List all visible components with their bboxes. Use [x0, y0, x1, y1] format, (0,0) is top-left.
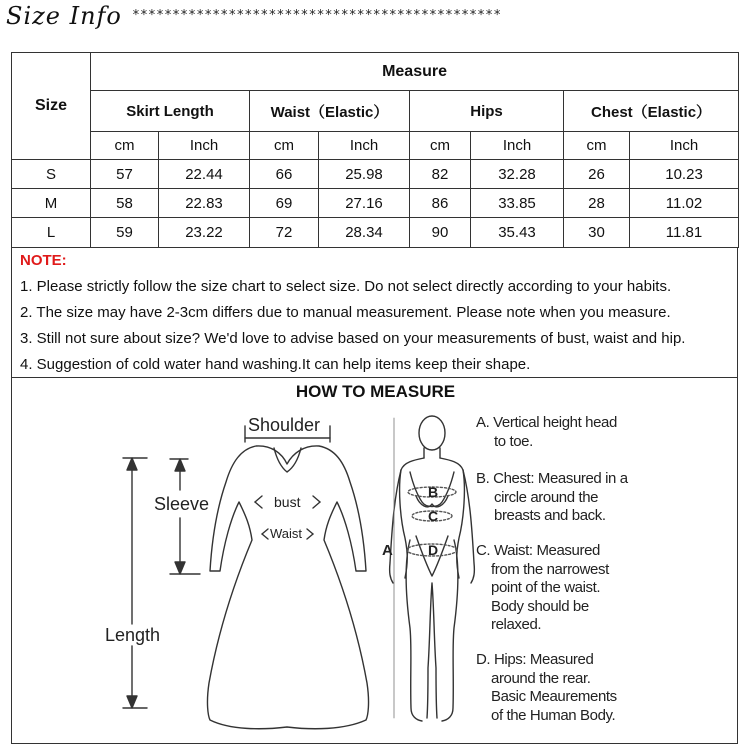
table-cell: 90 [410, 218, 471, 248]
annotation-hips: D. Hips: Measured around the rear. Basic Meaurements of the Human Body. [476, 651, 617, 724]
body-letter-a: A [382, 542, 393, 559]
sleeve-label: Sleeve [154, 494, 210, 514]
table-cell: 11.81 [630, 218, 739, 248]
unit-header: cm [564, 132, 630, 160]
dress-outline [207, 446, 368, 729]
size-cell: S [12, 160, 91, 189]
unit-header: cm [91, 132, 159, 160]
table-row [12, 218, 739, 248]
table-cell: 69 [250, 189, 319, 218]
table-cell: 72 [250, 218, 319, 248]
table-cell: 86 [410, 189, 471, 218]
table-cell: 30 [564, 218, 630, 248]
size-cell: M [12, 189, 91, 218]
table-cell: 26 [564, 160, 630, 189]
table-cell: 28.34 [319, 218, 410, 248]
unit-header: Inch [630, 132, 739, 160]
table-cell: 33.85 [471, 189, 564, 218]
group-header-skirt-length: Skirt Length [91, 91, 250, 132]
size-table [11, 52, 739, 248]
unit-header: Inch [471, 132, 564, 160]
body-figure [390, 416, 475, 721]
length-arrow-icon [123, 458, 147, 708]
group-header-waist: Waist（Elastic） [250, 91, 410, 132]
size-header: Size [12, 53, 91, 160]
star-divider: ********************************************** [132, 8, 502, 23]
note-line: 3. Still not sure about size? We'd love to advise based on your measurements of bust, waist and hip. [20, 330, 686, 347]
table-cell: 23.22 [159, 218, 250, 248]
table-cell: 25.98 [319, 160, 410, 189]
size-cell: L [12, 218, 91, 248]
table-cell: 32.28 [471, 160, 564, 189]
body-letter-b: B [428, 484, 439, 500]
note-line: 2. The size may have 2-3cm differs due to manual measurement. Please note when you measure. [20, 304, 671, 321]
group-header-chest: Chest（Elastic） [564, 91, 739, 132]
annotation-chest: B. Chest: Measured in a circle around the breasts and back. [476, 470, 628, 524]
table-cell: 27.16 [319, 189, 410, 218]
unit-header: Inch [159, 132, 250, 160]
bust-label: bust [274, 494, 301, 510]
table-cell: 82 [410, 160, 471, 189]
table-cell: 58 [91, 189, 159, 218]
notes-section [11, 247, 738, 378]
unit-header: cm [250, 132, 319, 160]
table-cell: 35.43 [471, 218, 564, 248]
length-label: Length [105, 625, 161, 645]
table-cell: 22.83 [159, 189, 250, 218]
body-letter-d: D [428, 542, 439, 558]
table-cell: 22.44 [159, 160, 250, 189]
body-letter-c: C [428, 508, 439, 524]
annotation-height: A. Vertical height head to toe. [476, 414, 617, 450]
measure-header: Measure [91, 53, 739, 91]
how-to-measure-section [11, 378, 738, 744]
note-title: NOTE: [20, 252, 67, 269]
how-to-measure-title: HOW TO MEASURE [295, 382, 456, 401]
table-cell: 11.02 [630, 189, 739, 218]
sleeve-arrow-icon [170, 459, 200, 574]
table-cell: 57 [91, 160, 159, 189]
group-header-hips: Hips [410, 91, 564, 132]
unit-header: Inch [319, 132, 410, 160]
table-cell: 10.23 [630, 160, 739, 189]
table-cell: 66 [250, 160, 319, 189]
page-header [0, 0, 750, 40]
annotation-waist: C. Waist: Measured from the narrowest point of the waist. Body should be relaxed. [476, 542, 609, 633]
measurement-illustration [12, 378, 737, 742]
unit-header: cm [410, 132, 471, 160]
note-line: 4. Suggestion of cold water hand washing.It can help items keep their shape. [20, 356, 531, 373]
brand-title: Size Info [6, 2, 122, 30]
shoulder-label: Shoulder [248, 415, 321, 435]
waist-label: Waist [270, 526, 303, 541]
table-row [12, 189, 739, 218]
table-row [12, 160, 739, 189]
table-cell: 28 [564, 189, 630, 218]
note-line: 1. Please strictly follow the size chart to select size. Do not select directly according to your habits. [20, 278, 672, 295]
table-cell: 59 [91, 218, 159, 248]
